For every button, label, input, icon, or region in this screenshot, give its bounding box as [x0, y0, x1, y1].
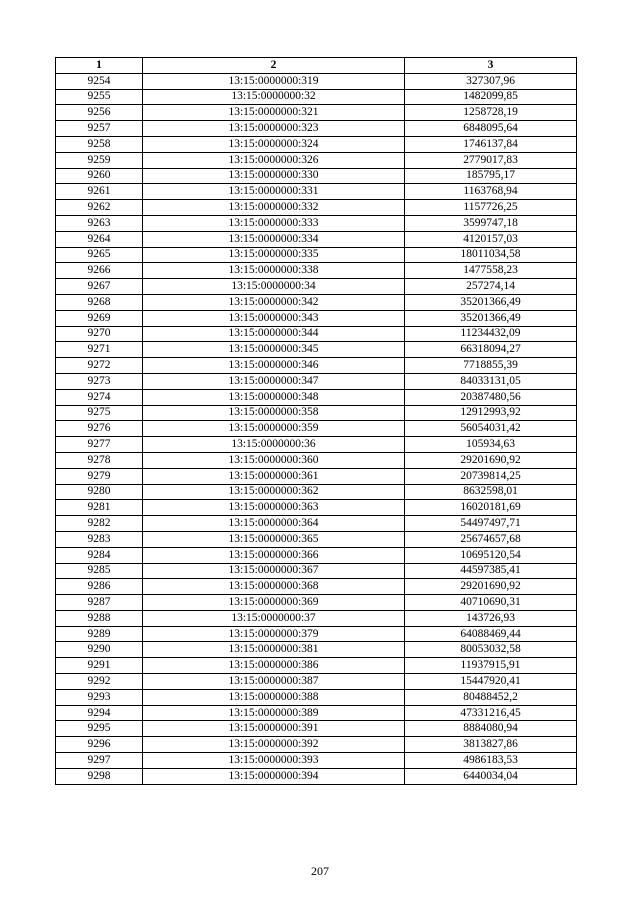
row-number-cell: 9272	[56, 358, 143, 374]
row-number-cell: 9296	[56, 737, 143, 753]
cadastral-number-cell: 13:15:0000000:348	[143, 389, 405, 405]
value-cell: 84033131,05	[405, 373, 577, 389]
cadastral-number-cell: 13:15:0000000:338	[143, 263, 405, 279]
cadastral-number-cell: 13:15:0000000:386	[143, 658, 405, 674]
row-number-cell: 9263	[56, 215, 143, 231]
table-row	[56, 200, 577, 216]
value-cell: 66318094,27	[405, 342, 577, 358]
cadastral-number-cell: 13:15:0000000:358	[143, 405, 405, 421]
value-cell: 4986183,53	[405, 753, 577, 769]
table-row	[56, 721, 577, 737]
cadastral-number-cell: 13:15:0000000:362	[143, 484, 405, 500]
table-row	[56, 595, 577, 611]
table-row	[56, 263, 577, 279]
value-cell: 1258728,19	[405, 105, 577, 121]
table-header-row	[56, 58, 577, 74]
cadastral-number-cell: 13:15:0000000:330	[143, 168, 405, 184]
row-number-cell: 9279	[56, 468, 143, 484]
row-number-cell: 9288	[56, 610, 143, 626]
cadastral-number-cell: 13:15:0000000:332	[143, 200, 405, 216]
column-header-2: 2	[143, 58, 405, 74]
value-cell: 80053032,58	[405, 642, 577, 658]
cadastral-number-cell: 13:15:0000000:345	[143, 342, 405, 358]
cadastral-number-cell: 13:15:0000000:368	[143, 579, 405, 595]
value-cell: 29201690,92	[405, 579, 577, 595]
cadastral-number-cell: 13:15:0000000:367	[143, 563, 405, 579]
value-cell: 80488452,2	[405, 689, 577, 705]
row-number-cell: 9265	[56, 247, 143, 263]
table-row	[56, 421, 577, 437]
value-cell: 47331216,45	[405, 705, 577, 721]
cadastral-number-cell: 13:15:0000000:342	[143, 294, 405, 310]
value-cell: 56054031,42	[405, 421, 577, 437]
table-row	[56, 642, 577, 658]
table-row	[56, 215, 577, 231]
value-cell: 3599747,18	[405, 215, 577, 231]
cadastral-number-cell: 13:15:0000000:333	[143, 215, 405, 231]
table-row	[56, 579, 577, 595]
value-cell: 6848095,64	[405, 121, 577, 137]
table-row	[56, 405, 577, 421]
row-number-cell: 9258	[56, 136, 143, 152]
value-cell: 327307,96	[405, 73, 577, 89]
cadastral-number-cell: 13:15:0000000:379	[143, 626, 405, 642]
cadastral-number-cell: 13:15:0000000:387	[143, 674, 405, 690]
row-number-cell: 9283	[56, 531, 143, 547]
cadastral-number-cell: 13:15:0000000:369	[143, 595, 405, 611]
value-cell: 16020181,69	[405, 500, 577, 516]
row-number-cell: 9267	[56, 279, 143, 295]
page-number: 207	[311, 864, 329, 878]
row-number-cell: 9289	[56, 626, 143, 642]
table-row	[56, 737, 577, 753]
cadastral-number-cell: 13:15:0000000:361	[143, 468, 405, 484]
cadastral-number-cell: 13:15:0000000:34	[143, 279, 405, 295]
cadastral-number-cell: 13:15:0000000:391	[143, 721, 405, 737]
table-row	[56, 279, 577, 295]
cadastral-number-cell: 13:15:0000000:365	[143, 531, 405, 547]
value-cell: 11234432,09	[405, 326, 577, 342]
row-number-cell: 9259	[56, 152, 143, 168]
value-cell: 257274,14	[405, 279, 577, 295]
cadastral-number-cell: 13:15:0000000:323	[143, 121, 405, 137]
row-number-cell: 9287	[56, 595, 143, 611]
cadastral-number-cell: 13:15:0000000:364	[143, 516, 405, 532]
row-number-cell: 9284	[56, 547, 143, 563]
table-row	[56, 610, 577, 626]
value-cell: 10695120,54	[405, 547, 577, 563]
value-cell: 44597385,41	[405, 563, 577, 579]
table-body	[56, 73, 577, 784]
cadastral-number-cell: 13:15:0000000:36	[143, 437, 405, 453]
cadastral-number-cell: 13:15:0000000:363	[143, 500, 405, 516]
table-row	[56, 626, 577, 642]
cadastral-number-cell: 13:15:0000000:366	[143, 547, 405, 563]
value-cell: 143726,93	[405, 610, 577, 626]
table-row	[56, 136, 577, 152]
row-number-cell: 9260	[56, 168, 143, 184]
cadastral-number-cell: 13:15:0000000:37	[143, 610, 405, 626]
row-number-cell: 9286	[56, 579, 143, 595]
column-header-1: 1	[56, 58, 143, 74]
column-header-3: 3	[405, 58, 577, 74]
cadastral-number-cell: 13:15:0000000:326	[143, 152, 405, 168]
row-number-cell: 9278	[56, 452, 143, 468]
table-row	[56, 389, 577, 405]
value-cell: 1163768,94	[405, 184, 577, 200]
cadastral-number-cell: 13:15:0000000:388	[143, 689, 405, 705]
row-number-cell: 9297	[56, 753, 143, 769]
table-row	[56, 342, 577, 358]
value-cell: 1746137,84	[405, 136, 577, 152]
table-row	[56, 689, 577, 705]
row-number-cell: 9277	[56, 437, 143, 453]
row-number-cell: 9269	[56, 310, 143, 326]
table-row	[56, 310, 577, 326]
value-cell: 2779017,83	[405, 152, 577, 168]
table-row	[56, 468, 577, 484]
cadastral-number-cell: 13:15:0000000:394	[143, 768, 405, 784]
row-number-cell: 9254	[56, 73, 143, 89]
row-number-cell: 9257	[56, 121, 143, 137]
table-row	[56, 658, 577, 674]
value-cell: 35201366,49	[405, 294, 577, 310]
row-number-cell: 9273	[56, 373, 143, 389]
table-row	[56, 105, 577, 121]
row-number-cell: 9271	[56, 342, 143, 358]
table-row	[56, 152, 577, 168]
value-cell: 25674657,68	[405, 531, 577, 547]
table-row	[56, 563, 577, 579]
value-cell: 40710690,31	[405, 595, 577, 611]
row-number-cell: 9270	[56, 326, 143, 342]
cadastral-number-cell: 13:15:0000000:346	[143, 358, 405, 374]
value-cell: 8884080,94	[405, 721, 577, 737]
cadastral-number-cell: 13:15:0000000:334	[143, 231, 405, 247]
value-cell: 4120157,03	[405, 231, 577, 247]
cadastral-number-cell: 13:15:0000000:359	[143, 421, 405, 437]
value-cell: 8632598,01	[405, 484, 577, 500]
value-cell: 35201366,49	[405, 310, 577, 326]
table-row	[56, 89, 577, 105]
value-cell: 29201690,92	[405, 452, 577, 468]
cadastral-number-cell: 13:15:0000000:360	[143, 452, 405, 468]
row-number-cell: 9280	[56, 484, 143, 500]
value-cell: 3813827,86	[405, 737, 577, 753]
row-number-cell: 9268	[56, 294, 143, 310]
row-number-cell: 9256	[56, 105, 143, 121]
value-cell: 54497497,71	[405, 516, 577, 532]
table-row	[56, 516, 577, 532]
row-number-cell: 9261	[56, 184, 143, 200]
value-cell: 15447920,41	[405, 674, 577, 690]
row-number-cell: 9298	[56, 768, 143, 784]
cadastral-number-cell: 13:15:0000000:392	[143, 737, 405, 753]
table-row	[56, 168, 577, 184]
row-number-cell: 9281	[56, 500, 143, 516]
row-number-cell: 9262	[56, 200, 143, 216]
table-row	[56, 231, 577, 247]
value-cell: 185795,17	[405, 168, 577, 184]
table-row	[56, 753, 577, 769]
table-row	[56, 247, 577, 263]
table-row	[56, 121, 577, 137]
value-cell: 1477558,23	[405, 263, 577, 279]
cadastral-number-cell: 13:15:0000000:381	[143, 642, 405, 658]
row-number-cell: 9295	[56, 721, 143, 737]
cadastral-number-cell: 13:15:0000000:389	[143, 705, 405, 721]
value-cell: 6440034,04	[405, 768, 577, 784]
cadastral-number-cell: 13:15:0000000:343	[143, 310, 405, 326]
table-row	[56, 547, 577, 563]
row-number-cell: 9294	[56, 705, 143, 721]
value-cell: 1157726,25	[405, 200, 577, 216]
table-row	[56, 437, 577, 453]
row-number-cell: 9275	[56, 405, 143, 421]
value-cell: 18011034,58	[405, 247, 577, 263]
value-cell: 20739814,25	[405, 468, 577, 484]
row-number-cell: 9293	[56, 689, 143, 705]
cadastral-number-cell: 13:15:0000000:344	[143, 326, 405, 342]
row-number-cell: 9285	[56, 563, 143, 579]
table-row	[56, 373, 577, 389]
value-cell: 11937915,91	[405, 658, 577, 674]
cadastral-number-cell: 13:15:0000000:393	[143, 753, 405, 769]
cadastral-number-cell: 13:15:0000000:331	[143, 184, 405, 200]
value-cell: 7718855,39	[405, 358, 577, 374]
value-cell: 20387480,56	[405, 389, 577, 405]
cadastral-number-cell: 13:15:0000000:321	[143, 105, 405, 121]
row-number-cell: 9255	[56, 89, 143, 105]
table-row	[56, 768, 577, 784]
value-cell: 105934,63	[405, 437, 577, 453]
row-number-cell: 9266	[56, 263, 143, 279]
table-row	[56, 674, 577, 690]
data-table	[55, 57, 577, 785]
table-row	[56, 73, 577, 89]
value-cell: 12912993,92	[405, 405, 577, 421]
table-row	[56, 326, 577, 342]
cadastral-number-cell: 13:15:0000000:32	[143, 89, 405, 105]
table-row	[56, 531, 577, 547]
table-row	[56, 705, 577, 721]
row-number-cell: 9264	[56, 231, 143, 247]
row-number-cell: 9290	[56, 642, 143, 658]
table-row	[56, 452, 577, 468]
table-row	[56, 184, 577, 200]
row-number-cell: 9274	[56, 389, 143, 405]
cadastral-number-cell: 13:15:0000000:324	[143, 136, 405, 152]
row-number-cell: 9291	[56, 658, 143, 674]
table-row	[56, 294, 577, 310]
row-number-cell: 9292	[56, 674, 143, 690]
value-cell: 1482099,85	[405, 89, 577, 105]
table-row	[56, 484, 577, 500]
table-row	[56, 358, 577, 374]
table-row	[56, 500, 577, 516]
cadastral-number-cell: 13:15:0000000:347	[143, 373, 405, 389]
cadastral-number-cell: 13:15:0000000:335	[143, 247, 405, 263]
row-number-cell: 9276	[56, 421, 143, 437]
row-number-cell: 9282	[56, 516, 143, 532]
cadastral-number-cell: 13:15:0000000:319	[143, 73, 405, 89]
value-cell: 64088469,44	[405, 626, 577, 642]
